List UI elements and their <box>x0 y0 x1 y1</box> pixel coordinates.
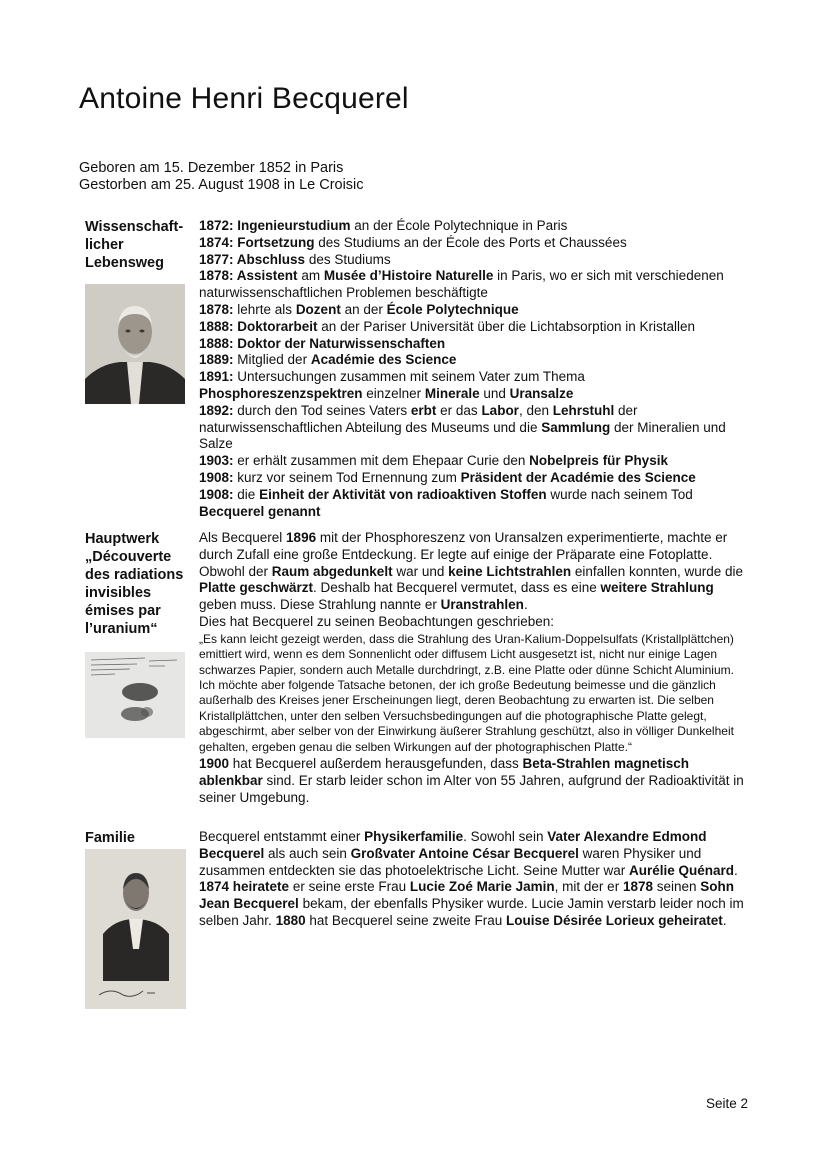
bold-text: Louise Désirée Lorieux geheiratet <box>505 912 723 928</box>
career-entry <box>199 252 749 269</box>
mainwork-intro-line: Dies hat Becquerel zu seinen Beobachtungen geschrieben: <box>199 613 554 629</box>
page-number: Seite 2 <box>705 1096 748 1111</box>
text-run: . <box>722 912 727 928</box>
mainwork-paragraph <box>199 756 749 806</box>
bold-text: Dozent <box>295 301 341 317</box>
portrait-photo-father <box>85 849 186 1009</box>
career-label-line: Lebensweg <box>85 255 164 271</box>
bold-text: Doktorarbeit <box>233 318 318 334</box>
career-year: 1888: <box>199 318 234 334</box>
text-run: an der Pariser Universität über die Lichtabsorption in Kristallen <box>317 318 695 334</box>
text-run: an der École Polytechnique in Paris <box>350 218 568 233</box>
bold-text: Fortsetzung <box>233 234 315 250</box>
bold-text: Physikerfamilie <box>364 829 464 844</box>
text-run: am <box>297 268 324 284</box>
mainwork-label-line: l’uranium“ <box>85 621 158 637</box>
mainwork-label-line: invisibles <box>85 585 152 601</box>
text-run: , den <box>518 402 553 418</box>
career-entry <box>199 453 749 470</box>
text-run: wurde nach seinem Tod <box>546 486 693 502</box>
bold-text: Lehrstuhl <box>552 402 615 418</box>
text-run: die <box>233 486 260 502</box>
bold-text: 1900 <box>199 756 230 772</box>
text-run: der naturwissenschaftlichen Abteilung des Museums und die <box>199 402 638 435</box>
mainwork-label <box>85 530 191 638</box>
bold-text: Sohn Jean Becquerel <box>199 879 735 912</box>
text-run: seinen <box>652 879 701 895</box>
career-entry <box>199 487 749 521</box>
bold-text: 1878 <box>622 879 653 895</box>
career-year: 1903: <box>199 453 234 469</box>
bold-text: 1880 <box>275 912 306 928</box>
text-run: und <box>479 385 510 401</box>
text-run: hat Becquerel außerdem herausgefunden, dass <box>229 756 523 772</box>
text-run: mit der Phosphoreszenz von Uransalzen experimentierte, machte er durch Zufall eine große Entdeckung. Er legte auf einige der Präparate eine Fotoplatte. Obwohl der <box>199 530 728 579</box>
text-run: er erhält zusammen mit dem Ehepaar Curie den <box>233 453 530 469</box>
bold-text: 1874 heiratete <box>199 879 290 895</box>
text-run: er das <box>436 402 482 418</box>
career-entry <box>199 352 749 369</box>
bold-text: Einheit der Aktivität von radioaktiven Stoffen <box>259 486 547 502</box>
bold-text: 1896 <box>286 530 317 545</box>
death-line: Gestorben am 25. August 1908 in Le Croisic <box>79 177 364 193</box>
career-year: 1877: <box>199 251 234 267</box>
career-entry <box>199 235 749 252</box>
family-paragraph <box>199 829 749 930</box>
bold-text: Uranstrahlen <box>440 597 524 613</box>
career-entry <box>199 302 749 319</box>
bold-text: Aurélie Quénard <box>628 862 735 878</box>
bold-text: Beta-Strahlen magnetisch ablenkbar <box>199 756 690 788</box>
portrait-photo-antoine-henri <box>85 284 185 404</box>
text-run: einzelner <box>362 385 425 401</box>
bold-text: erbt <box>410 402 437 418</box>
mainwork-label-line: Hauptwerk <box>85 531 160 547</box>
bold-text: Minerale <box>424 385 480 401</box>
career-year: 1874: <box>199 234 234 250</box>
bold-text: Großvater Antoine César Becquerel <box>350 845 579 861</box>
text-run: lehrte als <box>233 301 296 317</box>
career-year: 1878: <box>199 301 234 317</box>
bold-text: Labor <box>481 402 519 418</box>
bold-text: Sammlung <box>541 419 611 435</box>
text-run: kurz vor seinem Tod Ernennung zum <box>233 469 461 485</box>
text-run: des Studiums an der École des Ports et Chaussées <box>314 234 627 250</box>
career-section <box>85 218 750 518</box>
bold-text: Académie des Science <box>310 352 457 368</box>
text-run: der Mineralien und Salze <box>199 419 726 452</box>
bold-text: Präsident der Académie des Science <box>460 469 696 485</box>
bold-text: Assistent <box>233 268 298 284</box>
bold-text: keine Lichtstrahlen <box>448 563 572 579</box>
text-run: durch den Tod seines Vaters <box>233 402 411 418</box>
text-run: des Studiums <box>305 251 391 267</box>
bold-text: Nobelpreis für Physik <box>529 453 668 469</box>
mainwork-label-line: des radiations <box>85 567 184 583</box>
career-entry <box>199 268 749 302</box>
bold-text: Raum abgedunkelt <box>271 563 393 579</box>
career-entry <box>199 319 749 336</box>
text-run: bekam, der ebenfalls Physiker wurde. Lucie Jamin verstarb leider noch im selben Jahr. <box>199 896 744 928</box>
text-run: an der <box>340 301 387 317</box>
bold-text: Musée d’Histoire Naturelle <box>323 268 494 284</box>
career-entry <box>199 403 749 453</box>
text-run: . <box>734 862 738 878</box>
bold-text: Vater Alexandre Edmond Becquerel <box>199 829 707 861</box>
portrait-image <box>85 284 185 404</box>
bold-text: Becquerel genannt <box>199 503 321 519</box>
bold-text: weitere Strahlung <box>600 580 714 596</box>
photographic-plate-image <box>85 652 185 738</box>
bold-text: Doktor der Naturwissenschaften <box>233 335 446 351</box>
birth-line: Geboren am 15. Dezember 1852 in Paris <box>79 160 344 176</box>
bold-text: Platte geschwärzt <box>199 580 314 596</box>
career-label-line: licher <box>85 237 124 253</box>
career-entry <box>199 336 749 353</box>
text-run: geben muss. Diese Strahlung nannte er <box>199 597 441 613</box>
mainwork-section <box>85 530 750 820</box>
father-portrait-image <box>85 849 186 1009</box>
career-year: 1878: <box>199 268 234 284</box>
text-run: Als Becquerel <box>199 530 287 545</box>
becquerel-quote-part: Ich möchte aber folgende Tatsache betonen, der ich große Bedeutung beimesse und die gänzlich außerhalb des Kreises jener Erscheinungen liegt, deren Beobachtung zu erwarten ist. Die selben Kristallplättchen, unter den selben Versuchsbedingungen auf die photographische Platte gelegt, abgeschirmt, aber selber von der Einwirkung äußerer Strahlung geschützt, also in völliger Dunkelheit gehalten, ergeben genau die selben Wirkungen auf der photographischen Platte.“ <box>199 678 734 754</box>
text-run: in Paris, wo er sich mit verschiedenen naturwissenschaftlichen Problemen beschäftigte <box>199 268 724 301</box>
career-year: 1908: <box>199 469 234 485</box>
bold-text: Lucie Zoé Marie Jamin <box>409 879 555 895</box>
career-year: 1889: <box>199 352 234 368</box>
bold-text: Phosphoreszenzspektren <box>199 385 363 401</box>
family-text <box>199 829 749 930</box>
career-year: 1908: <box>199 486 234 502</box>
bold-text: Ingenieurstudium <box>233 218 351 233</box>
becquerel-quote-part: „Es kann leicht gezeigt werden, dass die Strahlung des Uran-Kalium-Doppelsulfats (Kristallplättchen) emittiert wird, wenn es dem Sonnenlicht oder diffusem Licht ausgesetzt ist, nicht nur einige Lagen schwarzes Papier, sondern auch Metalle durchdringt, z.B. eine Platte oder dünne Schicht Aluminium. <box>199 631 734 677</box>
mainwork-label-line: émises par <box>85 603 161 619</box>
career-year: 1891: <box>199 369 234 385</box>
text-run: waren Physiker und zusammen entdeckten sie das photoelektrische Licht. Seine Mutter war <box>199 845 702 878</box>
birth-death-info <box>79 160 364 194</box>
career-label-line: Wissenschaft- <box>85 219 184 235</box>
mainwork-paragraph <box>199 530 749 614</box>
career-year: 1892: <box>199 402 234 418</box>
bold-text: École Polytechnique <box>386 301 519 317</box>
page-title: Antoine Henri Becquerel <box>79 82 409 115</box>
career-entry <box>199 369 749 403</box>
text-run: als auch sein <box>264 845 351 861</box>
family-section <box>85 829 750 1009</box>
family-label: Familie <box>85 830 135 846</box>
text-run: Untersuchungen zusammen mit seinem Vater zum Thema <box>233 369 585 385</box>
text-run: sind. Er starb leider schon im Alter von 55 Jahren, aufgrund der Radioaktivität in seiner Umgebung. <box>199 772 744 805</box>
text-run: war und <box>392 563 449 579</box>
career-label <box>85 218 191 272</box>
text-run: , mit der er <box>554 879 623 895</box>
text-run: . Deshalb hat Becquerel vermutet, dass es eine <box>313 580 601 596</box>
text-run: . Sowohl sein <box>463 829 548 844</box>
bold-text: Abschluss <box>233 251 306 267</box>
text-run: Mitglied der <box>233 352 311 368</box>
mainwork-text <box>199 530 749 806</box>
text-run: er seine erste Frau <box>289 879 410 895</box>
bold-text: Uransalze <box>509 385 574 401</box>
career-entry <box>199 470 749 487</box>
career-year: 1888: <box>199 335 234 351</box>
career-timeline <box>199 218 749 520</box>
career-entry <box>199 218 749 235</box>
text-run: Becquerel entstammt einer <box>199 829 365 844</box>
text-run: einfallen konnten, wurde die <box>571 563 744 579</box>
mainwork-label-line: „Découverte <box>85 549 172 565</box>
plate-image <box>85 652 185 738</box>
text-run: . <box>523 597 528 613</box>
career-year: 1872: <box>199 218 234 233</box>
text-run: hat Becquerel seine zweite Frau <box>305 912 506 928</box>
